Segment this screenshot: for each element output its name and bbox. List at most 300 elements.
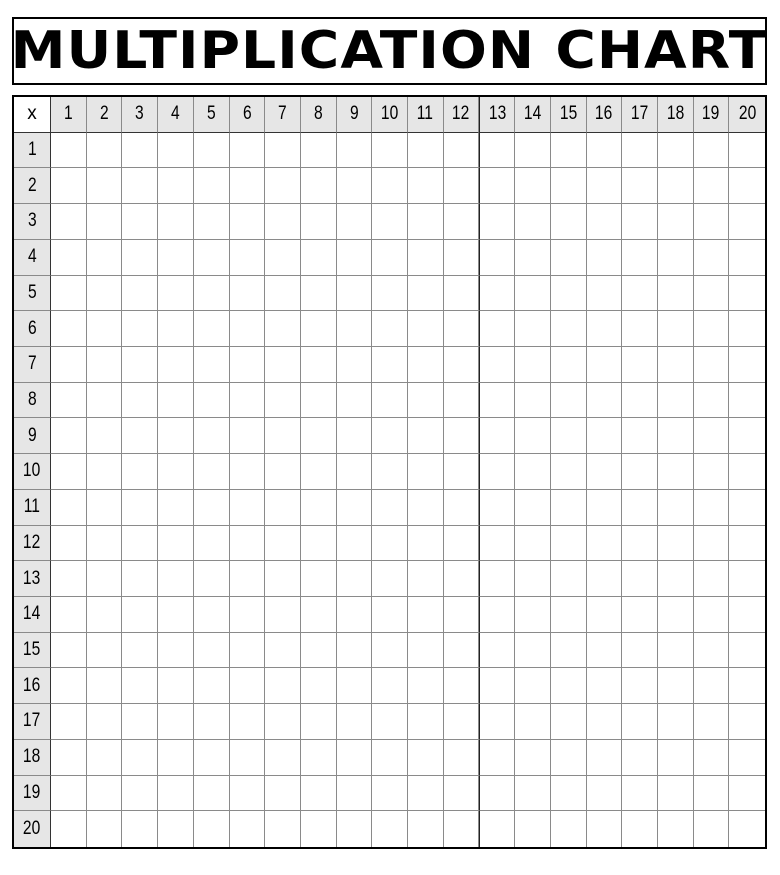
answer-cell[interactable]	[158, 454, 194, 490]
answer-cell[interactable]	[372, 240, 408, 276]
answer-cell[interactable]	[515, 168, 551, 204]
answer-cell[interactable]	[122, 168, 158, 204]
answer-cell[interactable]	[479, 490, 515, 526]
answer-cell[interactable]	[658, 633, 694, 669]
answer-cell[interactable]	[301, 740, 337, 776]
answer-cell[interactable]	[408, 490, 444, 526]
answer-cell[interactable]	[265, 133, 301, 169]
answer-cell[interactable]	[479, 383, 515, 419]
answer-cell[interactable]	[158, 668, 194, 704]
answer-cell[interactable]	[479, 454, 515, 490]
answer-cell[interactable]	[158, 240, 194, 276]
answer-cell[interactable]	[444, 776, 480, 812]
answer-cell[interactable]	[194, 418, 230, 454]
answer-cell[interactable]	[337, 597, 373, 633]
answer-cell[interactable]	[122, 526, 158, 562]
answer-cell[interactable]	[372, 418, 408, 454]
answer-cell[interactable]	[622, 347, 658, 383]
answer-cell[interactable]	[337, 776, 373, 812]
answer-cell[interactable]	[194, 204, 230, 240]
answer-cell[interactable]	[158, 740, 194, 776]
answer-cell[interactable]	[551, 597, 587, 633]
answer-cell[interactable]	[729, 526, 765, 562]
answer-cell[interactable]	[194, 347, 230, 383]
answer-cell[interactable]	[729, 204, 765, 240]
answer-cell[interactable]	[694, 490, 730, 526]
answer-cell[interactable]	[337, 204, 373, 240]
answer-cell[interactable]	[158, 776, 194, 812]
answer-cell[interactable]	[87, 311, 123, 347]
answer-cell[interactable]	[158, 418, 194, 454]
answer-cell[interactable]	[87, 133, 123, 169]
answer-cell[interactable]	[51, 561, 87, 597]
answer-cell[interactable]	[372, 561, 408, 597]
answer-cell[interactable]	[194, 168, 230, 204]
answer-cell[interactable]	[230, 704, 266, 740]
answer-cell[interactable]	[694, 168, 730, 204]
answer-cell[interactable]	[230, 168, 266, 204]
answer-cell[interactable]	[158, 311, 194, 347]
answer-cell[interactable]	[158, 276, 194, 312]
answer-cell[interactable]	[515, 811, 551, 847]
answer-cell[interactable]	[337, 418, 373, 454]
answer-cell[interactable]	[479, 633, 515, 669]
answer-cell[interactable]	[301, 704, 337, 740]
answer-cell[interactable]	[408, 133, 444, 169]
answer-cell[interactable]	[87, 347, 123, 383]
answer-cell[interactable]	[265, 811, 301, 847]
answer-cell[interactable]	[479, 311, 515, 347]
answer-cell[interactable]	[694, 811, 730, 847]
answer-cell[interactable]	[551, 490, 587, 526]
answer-cell[interactable]	[265, 490, 301, 526]
answer-cell[interactable]	[158, 383, 194, 419]
answer-cell[interactable]	[694, 668, 730, 704]
answer-cell[interactable]	[51, 454, 87, 490]
answer-cell[interactable]	[230, 276, 266, 312]
answer-cell[interactable]	[337, 133, 373, 169]
answer-cell[interactable]	[622, 561, 658, 597]
answer-cell[interactable]	[515, 383, 551, 419]
answer-cell[interactable]	[515, 276, 551, 312]
answer-cell[interactable]	[265, 597, 301, 633]
answer-cell[interactable]	[194, 526, 230, 562]
answer-cell[interactable]	[230, 597, 266, 633]
answer-cell[interactable]	[408, 383, 444, 419]
answer-cell[interactable]	[301, 561, 337, 597]
answer-cell[interactable]	[658, 204, 694, 240]
answer-cell[interactable]	[337, 168, 373, 204]
answer-cell[interactable]	[408, 776, 444, 812]
answer-cell[interactable]	[515, 240, 551, 276]
answer-cell[interactable]	[301, 454, 337, 490]
answer-cell[interactable]	[301, 490, 337, 526]
answer-cell[interactable]	[194, 454, 230, 490]
answer-cell[interactable]	[551, 418, 587, 454]
answer-cell[interactable]	[122, 668, 158, 704]
answer-cell[interactable]	[301, 311, 337, 347]
answer-cell[interactable]	[444, 740, 480, 776]
answer-cell[interactable]	[587, 704, 623, 740]
answer-cell[interactable]	[729, 133, 765, 169]
answer-cell[interactable]	[729, 668, 765, 704]
answer-cell[interactable]	[408, 811, 444, 847]
answer-cell[interactable]	[622, 668, 658, 704]
answer-cell[interactable]	[230, 383, 266, 419]
answer-cell[interactable]	[337, 668, 373, 704]
answer-cell[interactable]	[337, 383, 373, 419]
answer-cell[interactable]	[337, 490, 373, 526]
answer-cell[interactable]	[479, 740, 515, 776]
answer-cell[interactable]	[551, 276, 587, 312]
answer-cell[interactable]	[265, 168, 301, 204]
answer-cell[interactable]	[337, 454, 373, 490]
answer-cell[interactable]	[729, 454, 765, 490]
answer-cell[interactable]	[551, 204, 587, 240]
answer-cell[interactable]	[408, 668, 444, 704]
answer-cell[interactable]	[729, 597, 765, 633]
answer-cell[interactable]	[658, 418, 694, 454]
answer-cell[interactable]	[87, 597, 123, 633]
answer-cell[interactable]	[230, 311, 266, 347]
answer-cell[interactable]	[658, 811, 694, 847]
answer-cell[interactable]	[694, 740, 730, 776]
answer-cell[interactable]	[51, 276, 87, 312]
answer-cell[interactable]	[408, 204, 444, 240]
answer-cell[interactable]	[51, 418, 87, 454]
answer-cell[interactable]	[515, 561, 551, 597]
answer-cell[interactable]	[122, 347, 158, 383]
answer-cell[interactable]	[479, 561, 515, 597]
answer-cell[interactable]	[408, 704, 444, 740]
answer-cell[interactable]	[694, 776, 730, 812]
answer-cell[interactable]	[587, 776, 623, 812]
answer-cell[interactable]	[515, 490, 551, 526]
answer-cell[interactable]	[265, 383, 301, 419]
answer-cell[interactable]	[587, 168, 623, 204]
answer-cell[interactable]	[230, 776, 266, 812]
answer-cell[interactable]	[158, 133, 194, 169]
answer-cell[interactable]	[658, 454, 694, 490]
answer-cell[interactable]	[408, 276, 444, 312]
answer-cell[interactable]	[658, 133, 694, 169]
answer-cell[interactable]	[265, 776, 301, 812]
answer-cell[interactable]	[301, 133, 337, 169]
answer-cell[interactable]	[479, 133, 515, 169]
answer-cell[interactable]	[122, 311, 158, 347]
answer-cell[interactable]	[265, 704, 301, 740]
answer-cell[interactable]	[337, 311, 373, 347]
answer-cell[interactable]	[658, 240, 694, 276]
answer-cell[interactable]	[408, 347, 444, 383]
answer-cell[interactable]	[372, 168, 408, 204]
answer-cell[interactable]	[122, 704, 158, 740]
answer-cell[interactable]	[551, 776, 587, 812]
answer-cell[interactable]	[622, 633, 658, 669]
answer-cell[interactable]	[444, 240, 480, 276]
answer-cell[interactable]	[729, 811, 765, 847]
answer-cell[interactable]	[551, 347, 587, 383]
answer-cell[interactable]	[230, 740, 266, 776]
answer-cell[interactable]	[301, 526, 337, 562]
answer-cell[interactable]	[729, 383, 765, 419]
answer-cell[interactable]	[658, 561, 694, 597]
answer-cell[interactable]	[87, 561, 123, 597]
answer-cell[interactable]	[372, 776, 408, 812]
answer-cell[interactable]	[372, 597, 408, 633]
answer-cell[interactable]	[444, 454, 480, 490]
answer-cell[interactable]	[587, 668, 623, 704]
answer-cell[interactable]	[587, 276, 623, 312]
answer-cell[interactable]	[51, 168, 87, 204]
answer-cell[interactable]	[694, 418, 730, 454]
answer-cell[interactable]	[444, 133, 480, 169]
answer-cell[interactable]	[194, 561, 230, 597]
answer-cell[interactable]	[729, 240, 765, 276]
answer-cell[interactable]	[122, 276, 158, 312]
answer-cell[interactable]	[87, 526, 123, 562]
answer-cell[interactable]	[694, 311, 730, 347]
answer-cell[interactable]	[372, 811, 408, 847]
answer-cell[interactable]	[587, 418, 623, 454]
answer-cell[interactable]	[515, 454, 551, 490]
answer-cell[interactable]	[551, 811, 587, 847]
answer-cell[interactable]	[622, 240, 658, 276]
answer-cell[interactable]	[158, 347, 194, 383]
answer-cell[interactable]	[658, 383, 694, 419]
answer-cell[interactable]	[122, 240, 158, 276]
answer-cell[interactable]	[694, 633, 730, 669]
answer-cell[interactable]	[87, 776, 123, 812]
answer-cell[interactable]	[337, 704, 373, 740]
answer-cell[interactable]	[122, 133, 158, 169]
answer-cell[interactable]	[658, 276, 694, 312]
answer-cell[interactable]	[479, 526, 515, 562]
answer-cell[interactable]	[230, 454, 266, 490]
answer-cell[interactable]	[551, 704, 587, 740]
answer-cell[interactable]	[372, 276, 408, 312]
answer-cell[interactable]	[408, 240, 444, 276]
answer-cell[interactable]	[265, 561, 301, 597]
answer-cell[interactable]	[194, 776, 230, 812]
answer-cell[interactable]	[515, 597, 551, 633]
answer-cell[interactable]	[658, 168, 694, 204]
answer-cell[interactable]	[729, 311, 765, 347]
answer-cell[interactable]	[265, 276, 301, 312]
answer-cell[interactable]	[158, 168, 194, 204]
answer-cell[interactable]	[51, 633, 87, 669]
answer-cell[interactable]	[194, 704, 230, 740]
answer-cell[interactable]	[658, 311, 694, 347]
answer-cell[interactable]	[658, 668, 694, 704]
answer-cell[interactable]	[587, 133, 623, 169]
answer-cell[interactable]	[372, 383, 408, 419]
answer-cell[interactable]	[444, 168, 480, 204]
answer-cell[interactable]	[122, 490, 158, 526]
answer-cell[interactable]	[729, 776, 765, 812]
answer-cell[interactable]	[194, 811, 230, 847]
answer-cell[interactable]	[51, 776, 87, 812]
answer-cell[interactable]	[87, 633, 123, 669]
answer-cell[interactable]	[265, 418, 301, 454]
answer-cell[interactable]	[51, 597, 87, 633]
answer-cell[interactable]	[372, 668, 408, 704]
answer-cell[interactable]	[408, 168, 444, 204]
answer-cell[interactable]	[444, 526, 480, 562]
answer-cell[interactable]	[694, 383, 730, 419]
answer-cell[interactable]	[551, 454, 587, 490]
answer-cell[interactable]	[515, 133, 551, 169]
answer-cell[interactable]	[658, 740, 694, 776]
answer-cell[interactable]	[122, 597, 158, 633]
answer-cell[interactable]	[658, 490, 694, 526]
answer-cell[interactable]	[622, 490, 658, 526]
answer-cell[interactable]	[301, 776, 337, 812]
answer-cell[interactable]	[408, 597, 444, 633]
answer-cell[interactable]	[158, 526, 194, 562]
answer-cell[interactable]	[622, 740, 658, 776]
answer-cell[interactable]	[194, 740, 230, 776]
answer-cell[interactable]	[337, 633, 373, 669]
answer-cell[interactable]	[122, 561, 158, 597]
answer-cell[interactable]	[194, 276, 230, 312]
answer-cell[interactable]	[301, 383, 337, 419]
answer-cell[interactable]	[622, 383, 658, 419]
answer-cell[interactable]	[51, 133, 87, 169]
answer-cell[interactable]	[337, 740, 373, 776]
answer-cell[interactable]	[372, 311, 408, 347]
answer-cell[interactable]	[622, 276, 658, 312]
answer-cell[interactable]	[230, 561, 266, 597]
answer-cell[interactable]	[622, 311, 658, 347]
answer-cell[interactable]	[301, 811, 337, 847]
answer-cell[interactable]	[444, 633, 480, 669]
answer-cell[interactable]	[444, 383, 480, 419]
answer-cell[interactable]	[337, 811, 373, 847]
answer-cell[interactable]	[479, 168, 515, 204]
answer-cell[interactable]	[729, 704, 765, 740]
answer-cell[interactable]	[694, 526, 730, 562]
answer-cell[interactable]	[694, 204, 730, 240]
answer-cell[interactable]	[444, 668, 480, 704]
answer-cell[interactable]	[408, 740, 444, 776]
answer-cell[interactable]	[622, 597, 658, 633]
answer-cell[interactable]	[729, 740, 765, 776]
answer-cell[interactable]	[587, 633, 623, 669]
answer-cell[interactable]	[444, 418, 480, 454]
answer-cell[interactable]	[87, 383, 123, 419]
answer-cell[interactable]	[551, 240, 587, 276]
answer-cell[interactable]	[301, 204, 337, 240]
answer-cell[interactable]	[444, 276, 480, 312]
answer-cell[interactable]	[87, 454, 123, 490]
answer-cell[interactable]	[87, 240, 123, 276]
answer-cell[interactable]	[337, 347, 373, 383]
answer-cell[interactable]	[587, 561, 623, 597]
answer-cell[interactable]	[87, 490, 123, 526]
answer-cell[interactable]	[694, 454, 730, 490]
answer-cell[interactable]	[515, 740, 551, 776]
answer-cell[interactable]	[372, 133, 408, 169]
answer-cell[interactable]	[51, 740, 87, 776]
answer-cell[interactable]	[444, 597, 480, 633]
answer-cell[interactable]	[408, 311, 444, 347]
answer-cell[interactable]	[479, 811, 515, 847]
answer-cell[interactable]	[622, 133, 658, 169]
answer-cell[interactable]	[694, 704, 730, 740]
answer-cell[interactable]	[622, 204, 658, 240]
answer-cell[interactable]	[51, 811, 87, 847]
answer-cell[interactable]	[622, 454, 658, 490]
answer-cell[interactable]	[337, 276, 373, 312]
answer-cell[interactable]	[587, 490, 623, 526]
answer-cell[interactable]	[230, 240, 266, 276]
answer-cell[interactable]	[122, 454, 158, 490]
answer-cell[interactable]	[265, 668, 301, 704]
answer-cell[interactable]	[122, 418, 158, 454]
answer-cell[interactable]	[515, 347, 551, 383]
answer-cell[interactable]	[479, 347, 515, 383]
answer-cell[interactable]	[301, 240, 337, 276]
answer-cell[interactable]	[622, 418, 658, 454]
answer-cell[interactable]	[87, 740, 123, 776]
answer-cell[interactable]	[265, 204, 301, 240]
answer-cell[interactable]	[265, 240, 301, 276]
answer-cell[interactable]	[158, 597, 194, 633]
answer-cell[interactable]	[551, 633, 587, 669]
answer-cell[interactable]	[587, 347, 623, 383]
answer-cell[interactable]	[622, 704, 658, 740]
answer-cell[interactable]	[694, 276, 730, 312]
answer-cell[interactable]	[87, 668, 123, 704]
answer-cell[interactable]	[587, 526, 623, 562]
answer-cell[interactable]	[372, 490, 408, 526]
answer-cell[interactable]	[51, 311, 87, 347]
answer-cell[interactable]	[515, 204, 551, 240]
answer-cell[interactable]	[622, 811, 658, 847]
answer-cell[interactable]	[158, 811, 194, 847]
answer-cell[interactable]	[122, 811, 158, 847]
answer-cell[interactable]	[230, 811, 266, 847]
answer-cell[interactable]	[194, 597, 230, 633]
answer-cell[interactable]	[444, 204, 480, 240]
answer-cell[interactable]	[122, 383, 158, 419]
answer-cell[interactable]	[372, 454, 408, 490]
answer-cell[interactable]	[87, 204, 123, 240]
answer-cell[interactable]	[194, 383, 230, 419]
answer-cell[interactable]	[479, 704, 515, 740]
answer-cell[interactable]	[158, 490, 194, 526]
answer-cell[interactable]	[87, 811, 123, 847]
answer-cell[interactable]	[587, 740, 623, 776]
answer-cell[interactable]	[230, 490, 266, 526]
answer-cell[interactable]	[51, 383, 87, 419]
answer-cell[interactable]	[515, 704, 551, 740]
answer-cell[interactable]	[337, 240, 373, 276]
answer-cell[interactable]	[408, 633, 444, 669]
answer-cell[interactable]	[301, 633, 337, 669]
answer-cell[interactable]	[479, 776, 515, 812]
answer-cell[interactable]	[194, 633, 230, 669]
answer-cell[interactable]	[265, 740, 301, 776]
answer-cell[interactable]	[301, 597, 337, 633]
answer-cell[interactable]	[87, 418, 123, 454]
answer-cell[interactable]	[87, 276, 123, 312]
answer-cell[interactable]	[729, 276, 765, 312]
answer-cell[interactable]	[372, 526, 408, 562]
answer-cell[interactable]	[301, 276, 337, 312]
answer-cell[interactable]	[587, 240, 623, 276]
